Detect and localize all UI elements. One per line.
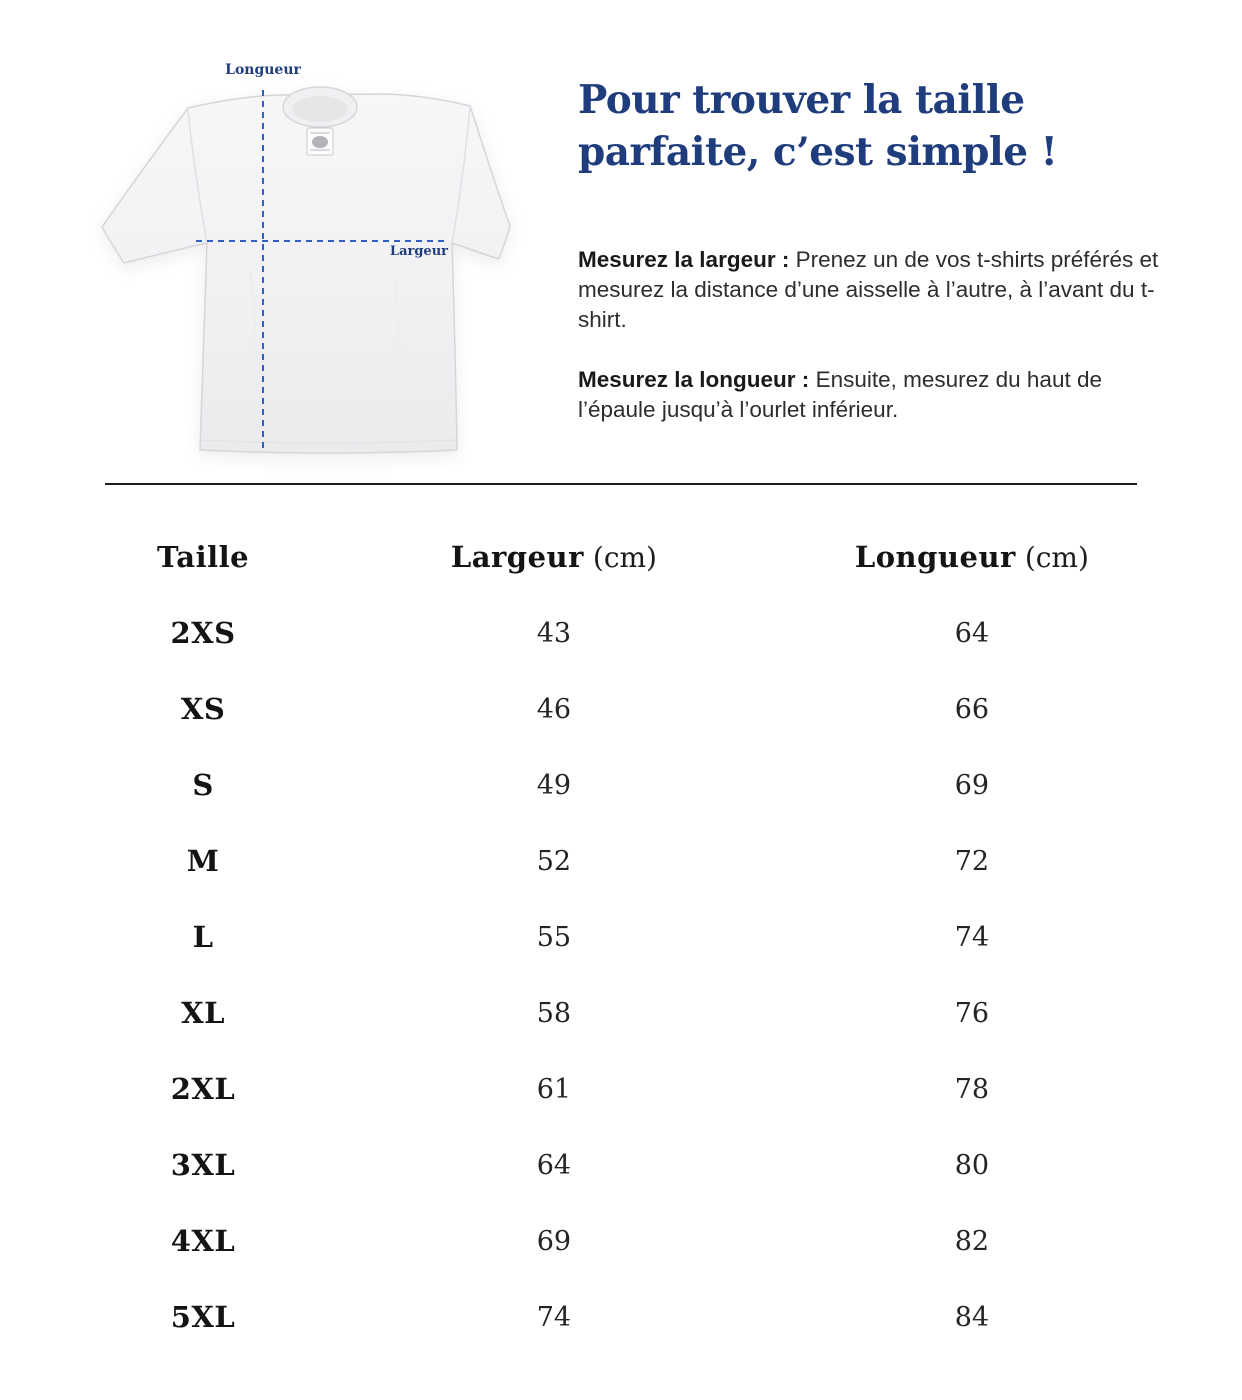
table-row-2xs bbox=[105, 595, 1137, 671]
col-header-largeur-word: Largeur bbox=[450, 540, 584, 574]
table-row-3xl bbox=[105, 1127, 1137, 1203]
largeur-value: 43 bbox=[536, 617, 572, 649]
col-header-taille: Taille bbox=[156, 540, 250, 574]
largeur-value: 64 bbox=[536, 1149, 572, 1181]
measure-length-instruction bbox=[578, 365, 1163, 425]
size-label: 3XL bbox=[170, 1148, 236, 1182]
longueur-value: 84 bbox=[954, 1301, 990, 1333]
tshirt-illustration bbox=[100, 78, 512, 462]
size-label: M bbox=[186, 844, 220, 878]
longueur-value: 82 bbox=[954, 1225, 990, 1257]
col-header-longueur-word: Longueur bbox=[854, 540, 1016, 574]
longueur-value: 78 bbox=[954, 1073, 990, 1105]
largeur-diagram-label: Largeur bbox=[389, 244, 448, 259]
page-title bbox=[578, 74, 1163, 178]
table-row-xl bbox=[105, 975, 1137, 1051]
table-row-5xl bbox=[105, 1279, 1137, 1355]
longueur-value: 64 bbox=[954, 617, 990, 649]
table-header-row bbox=[105, 519, 1137, 595]
size-label: 2XL bbox=[170, 1072, 236, 1106]
table-row-s bbox=[105, 747, 1137, 823]
size-label: 5XL bbox=[170, 1300, 236, 1334]
longueur-value: 76 bbox=[954, 997, 990, 1029]
col-header-longueur-unit: (cm) bbox=[1024, 541, 1089, 574]
longueur-value: 69 bbox=[954, 769, 990, 801]
page-title-line1: Pour trouver la taille bbox=[578, 77, 1025, 123]
table-row-2xl bbox=[105, 1051, 1137, 1127]
size-table bbox=[105, 519, 1137, 1355]
col-header-largeur-unit: (cm) bbox=[592, 541, 657, 574]
table-row-m bbox=[105, 823, 1137, 899]
largeur-value: 55 bbox=[536, 921, 572, 953]
page-title-line2: parfaite, c’est simple ! bbox=[578, 129, 1058, 175]
table-row-xs bbox=[105, 671, 1137, 747]
size-label: XL bbox=[181, 996, 225, 1030]
measure-width-instruction bbox=[578, 245, 1163, 335]
size-label: 4XL bbox=[170, 1224, 236, 1258]
col-header-longueur bbox=[807, 540, 1137, 574]
col-header-largeur bbox=[301, 540, 807, 574]
longueur-value: 72 bbox=[954, 845, 990, 877]
longueur-value: 66 bbox=[954, 693, 990, 725]
measure-width-text: Prenez un de vos t-shirts préférés et mesurez la distance d’une aisselle à l’autre, à l’avant du t-shirt. bbox=[578, 247, 1159, 332]
size-label: S bbox=[192, 768, 214, 802]
largeur-value: 58 bbox=[536, 997, 572, 1029]
measure-length-lead: Mesurez la longueur : bbox=[578, 367, 810, 392]
largeur-value: 52 bbox=[536, 845, 572, 877]
size-label: L bbox=[192, 920, 214, 954]
measurement-section bbox=[0, 0, 1242, 483]
size-label: XS bbox=[180, 692, 226, 726]
largeur-value: 49 bbox=[536, 769, 572, 801]
longueur-value: 74 bbox=[954, 921, 990, 953]
size-label: 2XS bbox=[170, 616, 236, 650]
largeur-value: 74 bbox=[536, 1301, 572, 1333]
largeur-value: 46 bbox=[536, 693, 572, 725]
longueur-value: 80 bbox=[954, 1149, 990, 1181]
measure-length-text: Ensuite, mesurez du haut de l’épaule jusqu’à l’ourlet inférieur. bbox=[578, 367, 1102, 422]
measure-width-lead: Mesurez la largeur : bbox=[578, 247, 790, 272]
table-row-4xl bbox=[105, 1203, 1137, 1279]
intro-block bbox=[578, 74, 1163, 455]
longueur-diagram-label: Longueur bbox=[225, 62, 301, 78]
section-divider bbox=[105, 483, 1137, 485]
largeur-value: 69 bbox=[536, 1225, 572, 1257]
tshirt-diagram bbox=[100, 58, 512, 462]
table-row-l bbox=[105, 899, 1137, 975]
largeur-value: 61 bbox=[536, 1073, 572, 1105]
